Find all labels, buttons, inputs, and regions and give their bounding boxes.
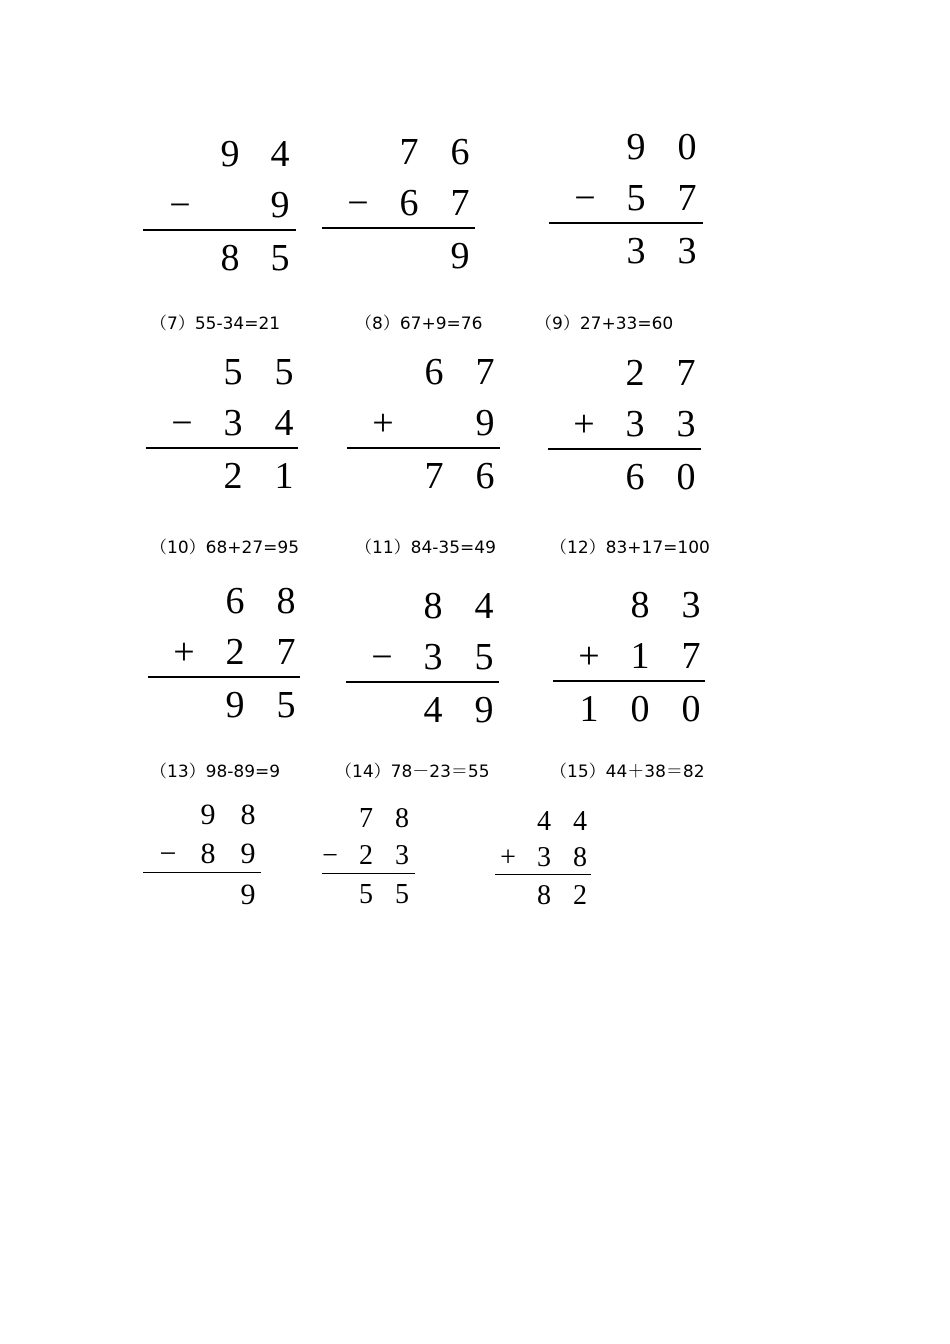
top-digit: 9 xyxy=(220,133,240,175)
bottom-digit: 6 xyxy=(399,182,419,224)
bottom-digit: 7 xyxy=(681,635,701,677)
bottom-digit: 9 xyxy=(475,402,495,444)
sum-line xyxy=(553,680,705,682)
result-digit: 0 xyxy=(676,456,696,498)
sum-line xyxy=(148,676,300,678)
operator-sign: − xyxy=(171,402,193,444)
top-digit: 2 xyxy=(625,352,645,394)
top-digit: 4 xyxy=(536,806,551,837)
result-digit: 9 xyxy=(240,878,256,911)
operator-sign: − xyxy=(322,840,338,871)
top-digit: 9 xyxy=(200,798,216,831)
result-digit: 4 xyxy=(423,689,443,731)
sum-line xyxy=(143,872,261,873)
top-digit: 6 xyxy=(450,131,470,173)
result-digit: 7 xyxy=(424,455,444,497)
result-digit: 3 xyxy=(677,230,697,272)
sum-line xyxy=(322,873,415,874)
bottom-digit: 5 xyxy=(626,177,646,219)
top-digit: 4 xyxy=(572,806,587,837)
result-digit: 2 xyxy=(572,880,587,911)
operator-sign: + xyxy=(573,403,595,445)
operator-sign: − xyxy=(347,182,369,224)
bottom-digit: 7 xyxy=(276,631,296,673)
result-digit: 0 xyxy=(630,688,650,730)
operator-sign: − xyxy=(371,636,393,678)
top-digit: 9 xyxy=(626,126,646,168)
result-digit: 1 xyxy=(579,688,599,730)
result-digit: 8 xyxy=(220,237,240,279)
operator-sign: + xyxy=(500,842,516,873)
top-digit: 8 xyxy=(394,803,409,834)
result-digit: 5 xyxy=(276,684,296,726)
result-digit: 1 xyxy=(274,455,294,497)
top-digit: 5 xyxy=(223,351,243,393)
top-digit: 8 xyxy=(276,580,296,622)
caption-problem-13: （13）98-89=9 xyxy=(150,762,281,782)
result-digit: 6 xyxy=(625,456,645,498)
operator-sign: − xyxy=(574,177,596,219)
bottom-digit: 7 xyxy=(677,177,697,219)
result-digit: 5 xyxy=(270,237,290,279)
caption-problem-9: （9）27+33=60 xyxy=(535,314,674,334)
top-digit: 8 xyxy=(423,585,443,627)
sum-line xyxy=(143,229,296,231)
operator-sign: + xyxy=(372,402,394,444)
caption-problem-14: （14）78－23＝55 xyxy=(335,762,490,782)
bottom-digit: 2 xyxy=(225,631,245,673)
sum-line xyxy=(146,447,298,449)
sum-line xyxy=(549,222,703,224)
bottom-digit: 1 xyxy=(630,635,650,677)
bottom-digit: 3 xyxy=(625,403,645,445)
bottom-digit: 8 xyxy=(572,842,587,873)
top-digit: 7 xyxy=(676,352,696,394)
top-digit: 7 xyxy=(358,803,373,834)
bottom-digit: 9 xyxy=(270,184,290,226)
top-digit: 3 xyxy=(681,584,701,626)
caption-problem-7: （7）55-34=21 xyxy=(150,314,281,334)
top-digit: 6 xyxy=(225,580,245,622)
top-digit: 6 xyxy=(424,351,444,393)
bottom-digit: 2 xyxy=(358,840,373,871)
caption-problem-12: （12）83+17=100 xyxy=(550,538,710,558)
result-digit: 5 xyxy=(394,879,409,910)
bottom-digit: 8 xyxy=(200,837,216,870)
top-digit: 8 xyxy=(630,584,650,626)
top-digit: 5 xyxy=(274,351,294,393)
operator-sign: + xyxy=(173,631,195,673)
bottom-digit: 3 xyxy=(676,403,696,445)
bottom-digit: 3 xyxy=(394,840,409,871)
bottom-digit: 3 xyxy=(423,636,443,678)
caption-problem-11: （11）84-35=49 xyxy=(355,538,496,558)
bottom-digit: 5 xyxy=(474,636,494,678)
sum-line xyxy=(347,447,500,449)
caption-problem-10: （10）68+27=95 xyxy=(150,538,300,558)
operator-sign: − xyxy=(159,837,177,870)
top-digit: 4 xyxy=(474,585,494,627)
result-digit: 3 xyxy=(626,230,646,272)
caption-problem-8: （8）67+9=76 xyxy=(355,314,483,334)
bottom-digit: 4 xyxy=(274,402,294,444)
result-digit: 9 xyxy=(225,684,245,726)
result-digit: 8 xyxy=(536,880,551,911)
sum-line xyxy=(346,681,499,683)
sum-line xyxy=(495,874,591,875)
bottom-digit: 9 xyxy=(240,837,256,870)
top-digit: 7 xyxy=(399,131,419,173)
sum-line xyxy=(548,448,701,450)
sum-line xyxy=(322,227,475,229)
bottom-digit: 7 xyxy=(450,182,470,224)
result-digit: 9 xyxy=(474,689,494,731)
result-digit: 6 xyxy=(475,455,495,497)
result-digit: 9 xyxy=(450,235,470,277)
top-digit: 7 xyxy=(475,351,495,393)
top-digit: 4 xyxy=(270,133,290,175)
top-digit: 8 xyxy=(240,798,256,831)
result-digit: 0 xyxy=(681,688,701,730)
top-digit: 0 xyxy=(677,126,697,168)
operator-sign: − xyxy=(169,184,191,226)
bottom-digit: 3 xyxy=(223,402,243,444)
caption-problem-15: （15）44＋38＝82 xyxy=(550,762,705,782)
bottom-digit: 3 xyxy=(536,842,551,873)
result-digit: 2 xyxy=(223,455,243,497)
result-digit: 5 xyxy=(358,879,373,910)
operator-sign: + xyxy=(578,635,600,677)
